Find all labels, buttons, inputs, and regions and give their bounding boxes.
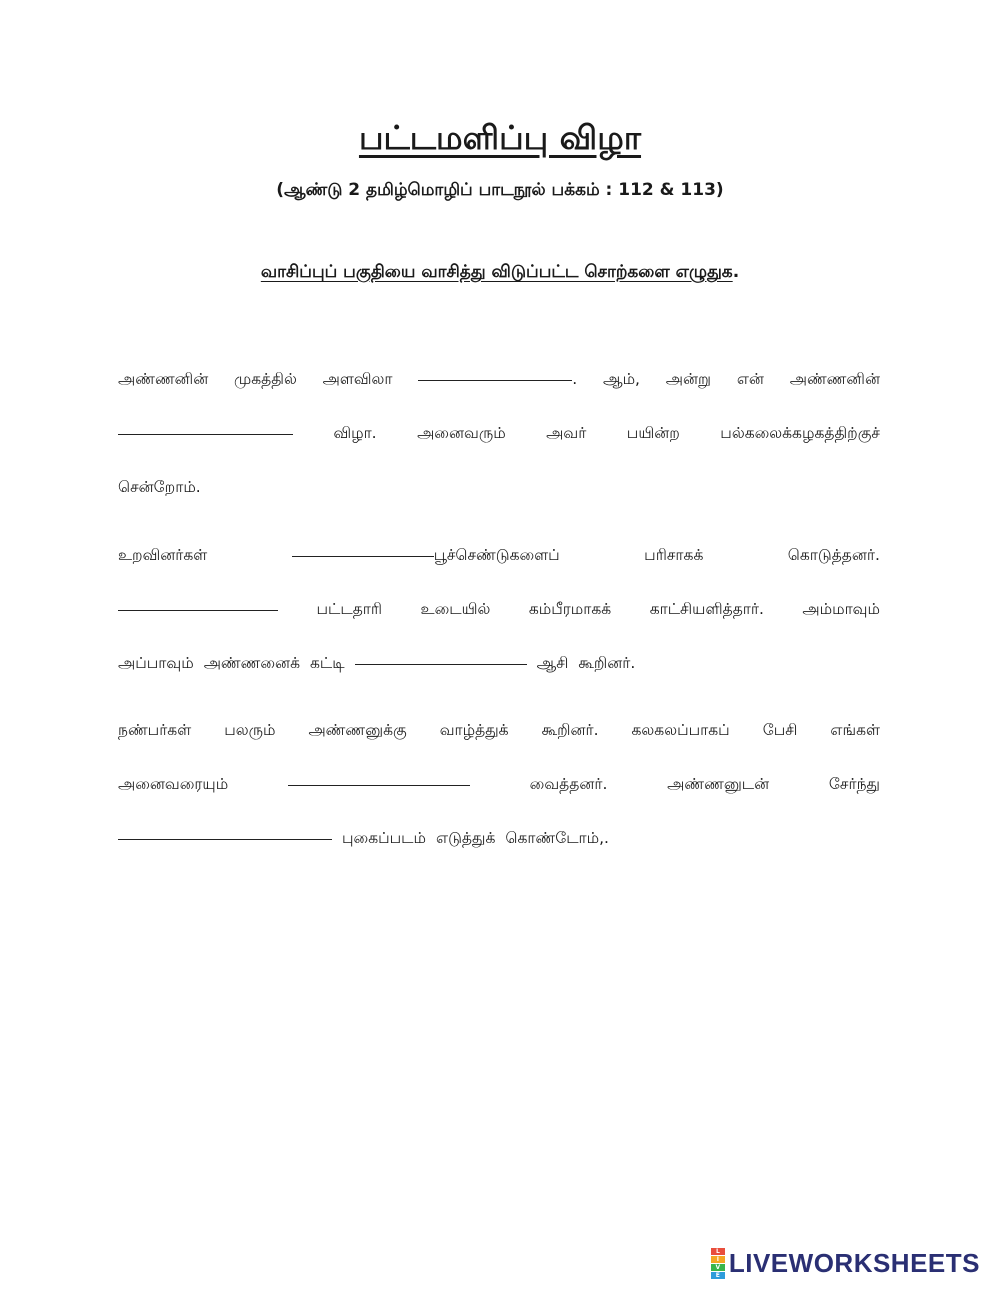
word: பல்கலைக்கழகத்திற்குச் [720,424,880,442]
live-letter: I [711,1256,725,1263]
word: கொண்டோம்,. [505,829,609,847]
live-letter: E [711,1272,725,1279]
paragraph-line [118,757,880,811]
paragraph-line [118,811,880,865]
brand-name: LIVEWORKSHEETS [728,1248,980,1278]
paragraph-line [118,460,880,514]
word: அவர் [546,424,587,442]
paragraph-3 [118,703,880,865]
word: என் [736,370,764,388]
paragraph-1 [118,352,880,514]
answer-blank-4[interactable] [118,609,278,611]
word: பலரும் [224,721,276,739]
instruction [0,262,1000,284]
worksheet-subtitle: (ஆண்டு 2 தமிழ்மொழிப் பாடநூல் பக்கம் : 112 & 113) [276,180,724,200]
word: கட்டி [310,654,345,672]
word: . [572,370,578,388]
word: கலகலப்பாகப் [631,721,730,739]
liveworksheets-logo [711,1248,980,1279]
word: அன்று [665,370,712,388]
word: அப்பாவும் [118,654,194,672]
word: பயின்ற [626,424,680,442]
blank-3-group [292,528,560,582]
live-badge-icon [711,1248,725,1279]
answer-blank-5[interactable] [355,663,527,665]
word: முகத்தில் [234,370,297,388]
paragraph-line [118,528,880,582]
instruction-end: . [732,262,740,282]
worksheet-title: பட்டமளிப்பு விழா [358,118,642,157]
paragraph-line [118,352,880,406]
word: ஆம், [602,370,640,388]
word: புகைப்படம் [342,829,426,847]
word: அண்ணனுடன் [667,775,770,793]
word: பட்டதாரி [316,600,383,618]
word: அண்ணனைக் [203,654,300,672]
paragraph-line [118,636,880,690]
word: சென்றோம். [118,478,201,496]
answer-blank-1[interactable] [418,379,572,381]
word: அண்ணனுக்கு [308,721,407,739]
word: சேர்ந்து [828,775,880,793]
blank-1-group [418,352,577,406]
paragraph-2 [118,528,880,690]
word: உடையில் [420,600,491,618]
answer-blank-6[interactable] [288,784,470,786]
instruction-text: வாசிப்புப் பகுதியை வாசித்து விடுப்பட்ட சொற்களை எழுதுக [260,262,733,282]
word: அளவிலா [322,370,393,388]
answer-blank-7[interactable] [118,838,332,840]
word: அண்ணனின் [118,370,209,388]
word: பூச்செண்டுகளைப் [433,546,560,564]
answer-blank-2[interactable] [118,433,293,435]
word: அண்ணனின் [789,370,880,388]
word: கொடுத்தனர். [787,546,880,564]
word: பரிசாகக் [644,546,704,564]
word: பேசி [762,721,798,739]
paragraph-line [118,582,880,636]
word: அனைவரையும் [118,775,229,793]
word: எங்கள் [830,721,880,739]
live-letter: L [711,1248,725,1255]
word: எடுத்துக் [436,829,496,847]
word: ஆசி [536,654,569,672]
word: வாழ்த்துக் [439,721,509,739]
live-letter: V [711,1264,725,1271]
word: கூறினர். [578,654,636,672]
word: காட்சியளித்தார். [649,600,764,618]
answer-blank-3[interactable] [292,555,434,557]
word: கம்பீரமாகக் [528,600,612,618]
word: விழா. [333,424,377,442]
word: அம்மாவும் [802,600,880,618]
word: உறவினர்கள் [118,546,208,564]
word: கூறினர். [541,721,599,739]
word: வைத்தனர். [529,775,608,793]
paragraph-line [118,703,880,757]
word: அனைவரும் [417,424,506,442]
word: நண்பர்கள் [118,721,192,739]
paragraph-line [118,406,880,460]
